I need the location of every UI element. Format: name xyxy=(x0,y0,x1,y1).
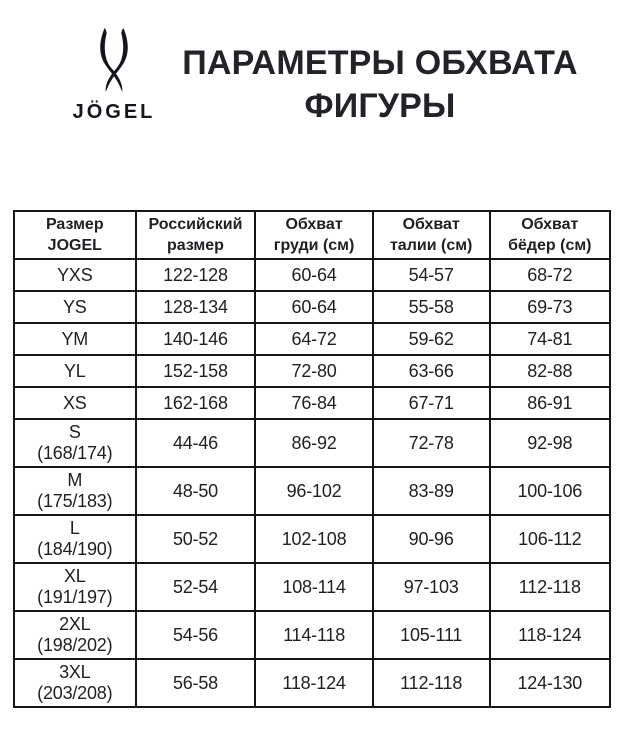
header-cell-waist: Обхват талии (см) xyxy=(373,211,490,259)
cell-chest: 60-64 xyxy=(255,291,372,323)
table-row xyxy=(14,611,610,659)
cell-chest: 96-102 xyxy=(255,467,372,515)
cell-chest: 118-124 xyxy=(255,659,372,707)
table-row xyxy=(14,323,610,355)
brand-wordmark: JÖGEL xyxy=(72,101,156,123)
cell-hips: 92-98 xyxy=(490,419,610,467)
header-cell-russian-size: Российский размер xyxy=(136,211,256,259)
cell-russian-size: 56-58 xyxy=(136,659,256,707)
cell-jogel-size: XL (191/197) xyxy=(14,563,136,611)
cell-chest: 86-92 xyxy=(255,419,372,467)
cell-waist: 67-71 xyxy=(373,387,490,419)
cell-jogel-size: YS xyxy=(14,291,136,323)
brand-logo xyxy=(56,28,172,124)
cell-waist: 63-66 xyxy=(373,355,490,387)
cell-jogel-size: YL xyxy=(14,355,136,387)
cell-hips: 86-91 xyxy=(490,387,610,419)
header-cell-hips: Обхват бёдер (см) xyxy=(490,211,610,259)
table-row xyxy=(14,259,610,291)
size-table xyxy=(13,210,611,708)
cell-waist: 54-57 xyxy=(373,259,490,291)
table-row xyxy=(14,291,610,323)
cell-waist: 105-111 xyxy=(373,611,490,659)
page-title-line-1: ПАРАМЕТРЫ ОБХВАТА xyxy=(182,44,578,82)
header-cell-chest: Обхват груди (см) xyxy=(255,211,372,259)
cell-hips: 82-88 xyxy=(490,355,610,387)
cell-hips: 106-112 xyxy=(490,515,610,563)
table-row xyxy=(14,563,610,611)
cell-russian-size: 152-158 xyxy=(136,355,256,387)
cell-hips: 118-124 xyxy=(490,611,610,659)
cell-russian-size: 54-56 xyxy=(136,611,256,659)
cell-jogel-size: 3XL (203/208) xyxy=(14,659,136,707)
page-title-line-2: ФИГУРЫ xyxy=(304,87,456,125)
cell-waist: 97-103 xyxy=(373,563,490,611)
cell-waist: 72-78 xyxy=(373,419,490,467)
cell-chest: 60-64 xyxy=(255,259,372,291)
cell-russian-size: 44-46 xyxy=(136,419,256,467)
page-title xyxy=(178,42,582,128)
cell-waist: 90-96 xyxy=(373,515,490,563)
cell-waist: 83-89 xyxy=(373,467,490,515)
cell-waist: 59-62 xyxy=(373,323,490,355)
cell-waist: 55-58 xyxy=(373,291,490,323)
cell-jogel-size: 2XL (198/202) xyxy=(14,611,136,659)
cell-hips: 69-73 xyxy=(490,291,610,323)
cell-jogel-size: M (175/183) xyxy=(14,467,136,515)
table-header-row xyxy=(14,211,610,259)
jogel-swoosh-icon xyxy=(92,28,136,96)
cell-hips: 68-72 xyxy=(490,259,610,291)
cell-russian-size: 128-134 xyxy=(136,291,256,323)
cell-hips: 100-106 xyxy=(490,467,610,515)
cell-jogel-size: YM xyxy=(14,323,136,355)
cell-chest: 64-72 xyxy=(255,323,372,355)
table-row xyxy=(14,467,610,515)
cell-russian-size: 140-146 xyxy=(136,323,256,355)
table-row xyxy=(14,515,610,563)
cell-chest: 76-84 xyxy=(255,387,372,419)
cell-hips: 112-118 xyxy=(490,563,610,611)
table-row xyxy=(14,387,610,419)
cell-jogel-size: XS xyxy=(14,387,136,419)
size-table-container xyxy=(13,210,611,708)
table-row xyxy=(14,355,610,387)
cell-chest: 72-80 xyxy=(255,355,372,387)
header-cell-jogel-size: Размер JOGEL xyxy=(14,211,136,259)
cell-jogel-size: L (184/190) xyxy=(14,515,136,563)
cell-russian-size: 50-52 xyxy=(136,515,256,563)
cell-russian-size: 122-128 xyxy=(136,259,256,291)
cell-russian-size: 48-50 xyxy=(136,467,256,515)
table-row xyxy=(14,419,610,467)
cell-chest: 114-118 xyxy=(255,611,372,659)
cell-waist: 112-118 xyxy=(373,659,490,707)
cell-hips: 74-81 xyxy=(490,323,610,355)
cell-hips: 124-130 xyxy=(490,659,610,707)
cell-chest: 108-114 xyxy=(255,563,372,611)
cell-chest: 102-108 xyxy=(255,515,372,563)
cell-russian-size: 52-54 xyxy=(136,563,256,611)
cell-russian-size: 162-168 xyxy=(136,387,256,419)
table-row xyxy=(14,659,610,707)
cell-jogel-size: YXS xyxy=(14,259,136,291)
cell-jogel-size: S (168/174) xyxy=(14,419,136,467)
